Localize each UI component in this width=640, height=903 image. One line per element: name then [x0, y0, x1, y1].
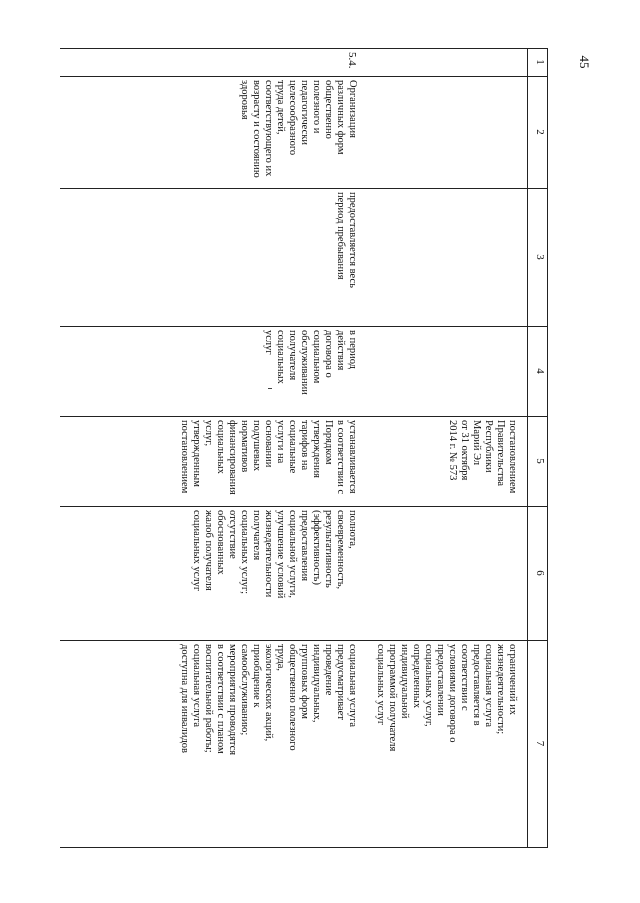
row-col2: Организация различных форм общественно полезного и педагогически целесообразного труда детей, соответствующего их возрасту и состоянию здоровья	[239, 80, 358, 178]
header-divider	[527, 48, 528, 848]
col-divider-4	[60, 416, 548, 417]
rotated-page	[60, 48, 548, 848]
top-row-col5: постановлением Правительства Республики Марий Эл от 31 октября 2014 г. № 573	[447, 420, 518, 494]
col-divider-2	[60, 188, 548, 189]
col-header-5: 5	[534, 458, 546, 464]
col-header-7: 7	[534, 740, 546, 747]
col-header-4: 4	[534, 368, 546, 374]
row-col4: в период действия договора о социальном обслуживании получателя социальных услуг	[263, 330, 358, 395]
services-table	[60, 48, 548, 848]
table-left-border	[60, 48, 548, 49]
row-col3: предоставляется весь период пребывания	[335, 192, 358, 288]
row-col5: устанавливается в соответствии с Порядком утверждения тарифов на социальные услуги на основании подушевых нормативов финансирования социальных услуг, утвержденным постановлением	[179, 420, 358, 495]
table-rotation	[60, 48, 548, 848]
row-number: 5.4.	[346, 52, 358, 69]
col-divider-5	[60, 506, 548, 507]
top-row-col7: ограничений их жизнедеятельности; социальная услуга предоставляется в соответствии с условиями договора о предоставлении социальных услуг, определенных индивидуальной программой получателя социальных услуг	[375, 644, 518, 752]
col-header-1: 1	[534, 59, 546, 65]
col-header-6: 6	[534, 570, 546, 576]
table-right-border	[60, 847, 548, 848]
col-divider-6	[60, 640, 548, 641]
col-header-3: 3	[534, 254, 546, 260]
col-header-2: 2	[534, 129, 546, 135]
table-top-border	[547, 48, 548, 848]
page-number: 45	[577, 55, 592, 69]
col-divider-3	[60, 326, 548, 327]
row-col6: полнота, своевременность, результативность (эффективность) предоставления социальной услуги, улучшение условий жизнедеятельности получателя социальных услуг; отсутствие обоснованных жалоб получателя социальных услуг	[191, 510, 358, 599]
row-col7: социальная услуга предусматривает проведение индивидуальных, групповых форм общественно полезного труда, экологических акций, приобщение к самообслуживанию; мероприятия проводятся в соответствии с планом воспитательной работы; социальная услуга доступна для инвалидов	[179, 644, 358, 756]
scan-mark	[268, 388, 272, 389]
col-divider-1	[60, 76, 548, 77]
